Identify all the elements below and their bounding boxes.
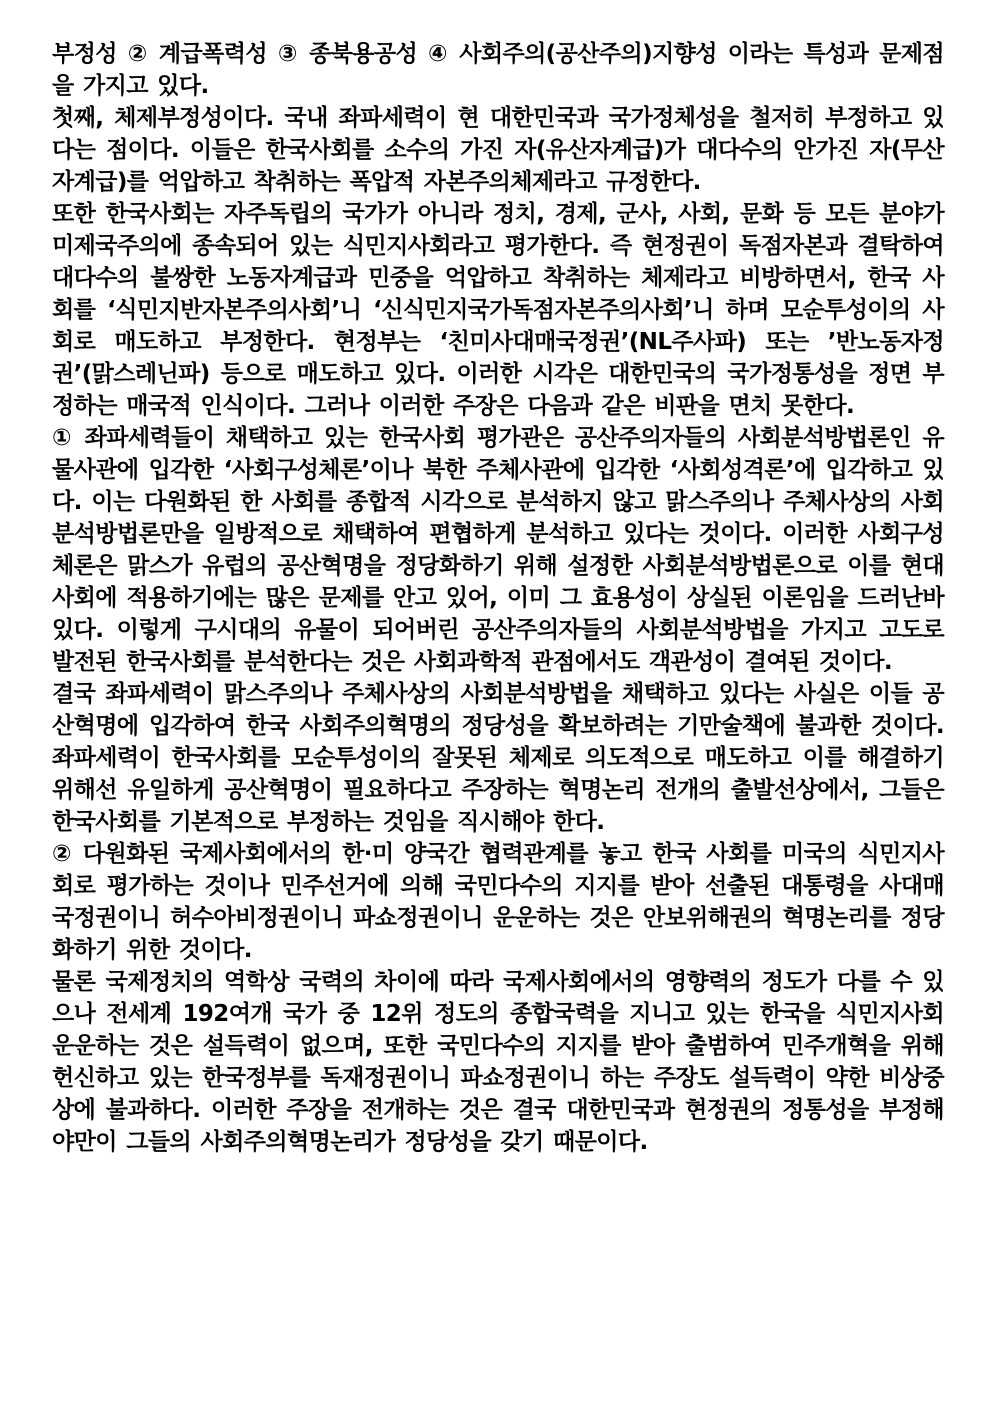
paragraph-conclusion-2: 물론 국제정치의 역학상 국력의 차이에 따라 국제사회에서의 영향력의 정도가 다를 수 있으나 전세계 192여개 국가 중 12위 정도의 종합국력을 지니고 있는 한국을 식민지사회 운운하는 것은 설득력이 없으며, 또한 국민다수의 지지를 받아 출범하여 민주개혁을 위해 헌신하고 있는 한국정부를 독재정권이니 파쇼정권이니 하는 주장도 설득력이 약한 비상중상에 불과하다. 이러한 주장을 전개하는 것은 결국 대한민국과 현정권의 정통성을 부정해야만이 그들의 사회주의혁명논리가 정당성을 갖기 때문이다. xyxy=(52,969,944,1155)
paragraph-critique-2: ② 다원화된 국제사회에서의 한·미 양국간 협력관계를 놓고 한국 사회를 미국의 식민지사회로 평가하는 것이나 민주선거에 의해 국민다수의 지지를 받아 선출된 대통령을 사대매국정권이니 허수아비정권이니 파쇼정권이니 운운하는 것은 안보위해권의 혁명논리를 정당화하기 위한 것이다. xyxy=(52,841,944,963)
paragraph-colonial-society-view: 또한 한국사회는 자주독립의 국가가 아니라 정치, 경제, 군사, 사회, 문화 등 모든 분야가 미제국주의에 종속되어 있는 식민지사회라고 평가한다. 즉 현정권이 독점자본과 결탁하여 대다수의 불쌍한 노동자계급과 민중을 억압하고 착취하는 체제라고 비방하면서, 한국 사회를 ‘식민지반자본주의사회’니 ‘신식민지국가독점자본주의사회’니 하며 모순투성이의 사회로 매도하고 부정한다. 현정부는 ‘친미사대매국정권’(NL주사파) 또는 ’반노동자정권’(맑스레닌파) 등으로 매도하고 있다. 이러한 시각은 대한민국의 국가정통성을 정면 부정하는 매국적 인식이다. 그러나 이러한 주장은 다음과 같은 비판을 면치 못한다. xyxy=(52,201,944,419)
paragraph-intro-characteristics: 부정성 ② 계급폭력성 ③ 종북용공성 ④ 사회주의(공산주의)지향성 이라는 특성과 문제점을 가지고 있다. xyxy=(52,41,944,99)
paragraph-first-system-denial: 첫째, 체제부정성이다. 국내 좌파세력이 현 대한민국과 국가정체성을 철저히 부정하고 있다는 점이다. 이들은 한국사회를 소수의 가진 자(유산자계급)가 대다수의 안가진 자(무산자계급)를 억압하고 착취하는 폭압적 자본주의체제라고 규정한다. xyxy=(52,105,944,195)
paragraph-conclusion-1: 결국 좌파세력이 맑스주의나 주체사상의 사회분석방법을 채택하고 있다는 사실은 이들 공산혁명에 입각하여 한국 사회주의혁명의 정당성을 확보하려는 기만술책에 불과한 것이다. 좌파세력이 한국사회를 모순투성이의 잘못된 체제로 의도적으로 매도하고 이를 해결하기 위해선 유일하게 공산혁명이 필요하다고 주장하는 혁명논리 전개의 출발선상에서, 그들은 한국사회를 기본적으로 부정하는 것임을 직시해야 한다. xyxy=(52,681,944,835)
document-body xyxy=(52,38,944,1158)
paragraph-critique-1: ① 좌파세력들이 채택하고 있는 한국사회 평가관은 공산주의자들의 사회분석방법론인 유물사관에 입각한 ‘사회구성체론’이나 북한 주체사관에 입각한 ‘사회성격론’에 입각하고 있다. 이는 다원화된 한 사회를 종합적 시각으로 분석하지 않고 맑스주의나 주체사상의 사회분석방법론만을 일방적으로 채택하여 편협하게 분석하고 있다는 것이다. 이러한 사회구성체론은 맑스가 유럽의 공산혁명을 정당화하기 위해 설정한 사회분석방법론으로 이를 현대사회에 적용하기에는 많은 문제를 안고 있어, 이미 그 효용성이 상실된 이론임을 드러난바 있다. 이렇게 구시대의 유물이 되어버린 공산주의자들의 사회분석방법을 가지고 고도로 발전된 한국사회를 분석한다는 것은 사회과학적 관점에서도 객관성이 결여된 것이다. xyxy=(52,425,944,675)
